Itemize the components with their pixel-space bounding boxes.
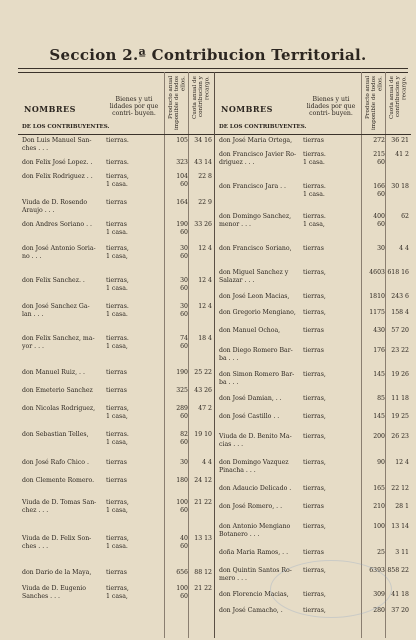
bienes-value: tierras. [106, 159, 129, 166]
bienes-value: tierras [106, 387, 127, 394]
cuota-value: 13 14 [391, 523, 409, 530]
bienes-value: tierras. [106, 137, 129, 144]
producto-value: 164 [176, 199, 188, 206]
table-header [215, 72, 411, 135]
producto-value: 30 60 [180, 277, 188, 292]
taxpayer-name: don Diego Romero Bar- ba . . . [219, 347, 293, 362]
taxpayer-name: don Francisco Javier Ro- driguez . . . [219, 151, 297, 166]
bienes-value: tierras 1 casa. [106, 221, 128, 236]
cuota-value: 43 26 [194, 387, 212, 394]
cuota-value: 47 2 [198, 405, 212, 412]
cuota-value: 23 22 [391, 347, 409, 354]
cuota-value: 28 1 [395, 503, 409, 510]
producto-value: 400 60 [373, 213, 385, 228]
producto-value: 166 60 [373, 183, 385, 198]
page-title: Seccion 2.ª Contribucion Territorial. [49, 46, 367, 64]
header-names-sub: DE LOS CONTRIBUYENTES. [219, 124, 307, 130]
producto-value: 180 [176, 477, 188, 484]
producto-value: 82 60 [180, 431, 188, 446]
table-row [18, 219, 214, 243]
bienes-value: tierras. 1 casa. [303, 183, 326, 198]
cuota-value: 30 18 [391, 183, 409, 190]
table-row [215, 411, 411, 431]
cuota-value: 12 4 [395, 459, 409, 466]
taxpayer-name: don José Maria Ortega, [219, 137, 293, 144]
bienes-value: tierras, [303, 395, 326, 402]
table-row [18, 333, 214, 367]
right-rows [215, 135, 411, 619]
table-row [215, 149, 411, 181]
table-row [215, 243, 411, 267]
producto-value: 74 60 [180, 335, 188, 350]
producto-value: 176 [373, 347, 385, 354]
producto-value: 100 60 [176, 499, 188, 514]
producto-value: 6393 [369, 567, 385, 574]
cuota-value: 22 9 [198, 199, 212, 206]
right-column [214, 72, 411, 638]
producto-value: 30 60 [180, 303, 188, 318]
table-row [215, 181, 411, 211]
bienes-value: tierras [303, 549, 324, 556]
taxpayer-name: don Nicolas Rodriguez, [22, 405, 96, 412]
header-producto: Producto anual imponible de todos ellos. [365, 76, 384, 130]
producto-value: 215 60 [373, 151, 385, 166]
table-row [215, 345, 411, 369]
producto-value: 280 [373, 607, 385, 614]
cuota-value: 62 [401, 213, 409, 220]
bienes-value: tierras, 1 casa, [106, 585, 129, 600]
bienes-value: tierras. 1 casa, [303, 213, 326, 228]
producto-value: 190 [176, 369, 188, 376]
cuota-value: 88 12 [194, 569, 212, 576]
table-row [18, 171, 214, 197]
cuota-value: 26 23 [391, 433, 409, 440]
taxpayer-name: don José Sanchez Ga- lan . . . [22, 303, 90, 318]
bienes-value: tierras, [303, 433, 326, 440]
cuota-value: 243 6 [391, 293, 409, 300]
bienes-value: tierras [303, 245, 324, 252]
bienes-value: tierras, [303, 485, 326, 492]
table-row [18, 275, 214, 301]
table-row [18, 583, 214, 607]
bienes-value: tierras, [303, 413, 326, 420]
bienes-value: tierras, 1 casa. [106, 173, 129, 188]
taxpayer-name: don José Rafo Chico . [22, 459, 89, 466]
title-rule [18, 68, 408, 69]
bienes-value: tierras [106, 569, 127, 576]
table-row [215, 521, 411, 547]
taxpayer-name: don Felix José Lopez. . [22, 159, 93, 166]
producto-value: 289 60 [176, 405, 188, 420]
table-row [18, 367, 214, 385]
table-row [215, 369, 411, 393]
table-row [215, 325, 411, 345]
table-row [18, 457, 214, 475]
table-row [18, 197, 214, 219]
table-row [18, 475, 214, 497]
bienes-value: tierras, [303, 269, 326, 276]
taxpayer-name: don Manuel Ochoa, [219, 327, 281, 334]
table-row [18, 403, 214, 429]
bienes-value: tierras [106, 459, 127, 466]
cuota-value: 19 26 [391, 371, 409, 378]
taxpayer-name: don José Antonio Soria- no . . . [22, 245, 96, 260]
taxpayer-name: Viuda de D. Eugenio Sanches . . . [22, 585, 87, 600]
table-row [18, 497, 214, 533]
table-row [215, 483, 411, 501]
bienes-value: tierras, [303, 607, 326, 614]
cuota-value: 13 13 [194, 535, 212, 542]
taxpayer-name: don Domingo Vazquez Pinacha . . . [219, 459, 289, 474]
library-stamp-watermark [270, 560, 392, 618]
header-cuota: Cuota anual de contribucion y recargo. [389, 76, 408, 119]
bienes-value: tierras, 1 casa. [106, 535, 129, 550]
taxpayer-name: don Adaucio Delicado . [219, 485, 292, 492]
cuota-value: 41 2 [395, 151, 409, 158]
bienes-value: tierras, 1 casa, [106, 245, 129, 260]
bienes-value: tierras [106, 477, 127, 484]
producto-value: 30 60 [180, 245, 188, 260]
taxpayer-name: don José Damian, . . [219, 395, 282, 402]
cuota-value: 4 4 [202, 459, 212, 466]
taxpayer-name: don Antonio Mengiano Botanero . . . [219, 523, 291, 538]
cuota-value: 3 11 [395, 549, 409, 556]
producto-value: 85 [377, 395, 385, 402]
taxpayer-name: doña Maria Ramos, . . [219, 549, 289, 556]
taxpayer-name: don Dario de la Maya, [22, 569, 92, 576]
taxpayer-name: Viuda de D. Benito Ma- cias . . . [219, 433, 292, 448]
bienes-value: tierras, [303, 567, 326, 574]
taxpayer-name: don Clemente Romero. [22, 477, 95, 484]
cuota-value: 41 18 [391, 591, 409, 598]
taxpayer-name: don José Camacho, . [219, 607, 283, 614]
producto-value: 210 [373, 503, 385, 510]
producto-value: 30 [180, 459, 188, 466]
bienes-value: tierras [106, 199, 127, 206]
bienes-value: tierras, 1 casa, [106, 499, 129, 514]
table-header [18, 72, 214, 135]
bienes-value: tierras [303, 503, 324, 510]
cuota-value: 18 4 [198, 335, 212, 342]
header-names: NOMBRES [221, 104, 273, 114]
cuota-value: 25 22 [194, 369, 212, 376]
bienes-value: tierras [106, 369, 127, 376]
producto-value: 145 [373, 371, 385, 378]
table-row [215, 135, 411, 149]
header-bienes: Bienes y uti lidades por que contri- buyen. [306, 96, 356, 117]
cuota-value: 12 4 [198, 245, 212, 252]
producto-value: 272 [373, 137, 385, 144]
cuota-value: 618 16 [387, 269, 409, 276]
producto-value: 1810 [369, 293, 385, 300]
table-row [215, 307, 411, 325]
header-producto: Producto anual imponible de todos ellos. [168, 76, 187, 130]
cuota-value: 12 4 [198, 303, 212, 310]
table-row [18, 301, 214, 333]
cuota-value: 21 22 [194, 499, 212, 506]
cuota-value: 43 14 [194, 159, 212, 166]
bienes-value: tierras, [303, 293, 326, 300]
bienes-value: tierras, [303, 459, 326, 466]
cuota-value: 22 8 [198, 173, 212, 180]
cuota-value: 858 22 [387, 567, 409, 574]
cuota-value: 57 20 [391, 327, 409, 334]
taxpayer-name: don Andres Soriano . . [22, 221, 92, 228]
table-row [215, 267, 411, 291]
producto-value: 105 [176, 137, 188, 144]
cuota-value: 11 18 [391, 395, 409, 402]
producto-value: 90 [377, 459, 385, 466]
cuota-value: 12 4 [198, 277, 212, 284]
producto-value: 100 60 [176, 585, 188, 600]
table-row [18, 385, 214, 403]
taxpayer-name: don Miguel Sanchez y Salazar . . . [219, 269, 289, 284]
header-cuota: Cuota anual de contribucion y recargo. [192, 76, 211, 119]
taxpayer-name: don Felix Sanchez, ma- yor . . . [22, 335, 95, 350]
table-row [18, 429, 214, 457]
bienes-value: tierras. 1 casa. [303, 151, 326, 166]
producto-value: 100 [373, 523, 385, 530]
table-row [18, 157, 214, 171]
bienes-value: tierras, [303, 371, 326, 378]
cuota-value: 4 4 [399, 245, 409, 252]
taxpayer-name: don José Castillo . . [219, 413, 280, 420]
taxpayer-name: Don Luis Manuel San- ches . . . [22, 137, 92, 152]
producto-value: 656 [176, 569, 188, 576]
table-row [18, 567, 214, 583]
taxpayer-name: don Francisco Jara . . [219, 183, 287, 190]
producto-value: 1175 [369, 309, 385, 316]
producto-value: 430 [373, 327, 385, 334]
cuota-value: 21 22 [194, 585, 212, 592]
taxpayer-name: don Sebastian Telles, [22, 431, 89, 438]
taxpayer-name: don Felix Sanchez. . [22, 277, 85, 284]
cuota-value: 19 25 [391, 413, 409, 420]
table-row [215, 211, 411, 243]
producto-value: 309 [373, 591, 385, 598]
taxpayer-name: don Domingo Sanchez, menor . . . [219, 213, 292, 228]
taxpayer-name: don Florencio Macias, [219, 591, 289, 598]
table-row [18, 243, 214, 275]
bienes-value: tierras, 1 casa, [106, 405, 129, 420]
producto-value: 25 [377, 549, 385, 556]
header-bienes: Bienes y uti lidades por que contri- buyen. [109, 96, 159, 117]
table-row [18, 135, 214, 157]
taxpayer-name: don Manuel Ruiz, . . [22, 369, 85, 376]
cuota-value: 19 10 [194, 431, 212, 438]
bienes-value: tierras, 1 casa. [106, 277, 129, 292]
producto-value: 4603 [369, 269, 385, 276]
bienes-value: tierras [303, 137, 324, 144]
taxpayer-name: don Gregorio Mengiano, [219, 309, 296, 316]
bienes-value: tierras. 1 casa, [106, 335, 129, 350]
taxpayer-name: Viuda de D. Felix Son- ches . . . [22, 535, 92, 550]
table-row [215, 393, 411, 411]
left-column [18, 72, 214, 638]
table-row [215, 431, 411, 457]
taxpayer-name: don José Romero, . . [219, 503, 283, 510]
taxpayer-name: don Francisco Soriano, [219, 245, 292, 252]
bienes-value: tierras, [303, 523, 326, 530]
bienes-value: tierras [303, 347, 324, 354]
cuota-value: 24 12 [194, 477, 212, 484]
left-rows [18, 135, 214, 607]
taxpayer-name: don José Leon Macias, [219, 293, 290, 300]
table-row [18, 533, 214, 567]
bienes-value: tierras. 1 casa, [106, 431, 129, 446]
table-row [215, 501, 411, 521]
producto-value: 30 [377, 245, 385, 252]
taxpayer-name: don Felix Rodriguez . . [22, 173, 93, 180]
bienes-value: tierras, [303, 309, 326, 316]
header-names: NOMBRES [24, 104, 76, 114]
producto-value: 104 60 [176, 173, 188, 188]
taxpayer-name: don Simon Romero Bar- ba . . . [219, 371, 295, 386]
producto-value: 145 [373, 413, 385, 420]
producto-value: 40 60 [180, 535, 188, 550]
producto-value: 165 [373, 485, 385, 492]
taxpayer-name: don Quintin Santos Ro- mero . . . [219, 567, 292, 582]
producto-value: 325 [176, 387, 188, 394]
taxpayer-name: don Emeterio Sanchez [22, 387, 93, 394]
producto-value: 200 [373, 433, 385, 440]
table-row [215, 457, 411, 483]
producto-value: 323 [176, 159, 188, 166]
taxpayer-name: Viuda de D. Tomas San- chez . . . [22, 499, 97, 514]
cuota-value: 22 12 [391, 485, 409, 492]
bienes-value: tierras [303, 327, 324, 334]
producto-value: 190 60 [176, 221, 188, 236]
cuota-value: 34 16 [194, 137, 212, 144]
bienes-value: tierras, [303, 591, 326, 598]
taxpayer-name: Viuda de D. Rosendo Araujo . . . [22, 199, 88, 214]
header-names-sub: DE LOS CONTRIBUYENTES. [22, 124, 110, 130]
table-row [215, 291, 411, 307]
cuota-value: 158 4 [391, 309, 409, 316]
cuota-value: 33 26 [194, 221, 212, 228]
bienes-value: tierras. 1 casa. [106, 303, 129, 318]
cuota-value: 37 20 [391, 607, 409, 614]
cuota-value: 36 21 [391, 137, 409, 144]
